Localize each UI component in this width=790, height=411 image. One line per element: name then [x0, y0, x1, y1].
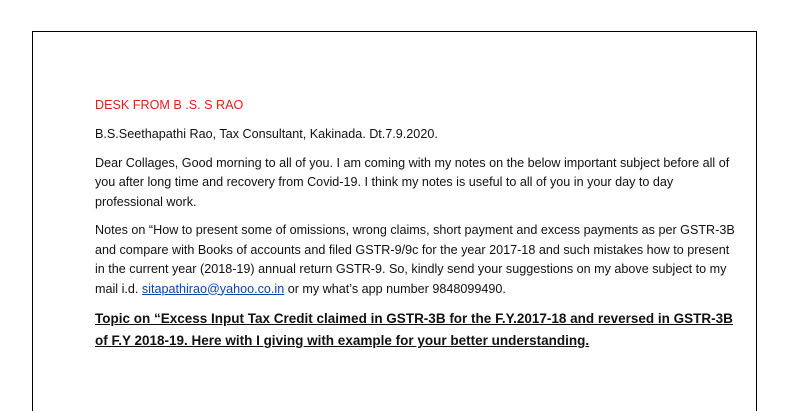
desk-heading: DESK FROM B .S. S RAO [95, 98, 244, 112]
topic-heading: Topic on “Excess Input Tax Credit claimed in GSTR-3B for the F.Y.2017-18 and reversed in GSTR-3B of F.Y 2018-19. Here with I giving with example for your better understanding. [95, 311, 733, 348]
document-page [32, 31, 757, 411]
document-body [95, 96, 735, 352]
greeting-paragraph: Dear Collages, Good morning to all of you. I am coming with my notes on the below important subject before all of you after long time and recovery from Covid-19. I think my notes is useful to all of you in your day to day professional work. [95, 155, 730, 209]
byline: B.S.Seethapathi Rao, Tax Consultant, Kakinada. Dt.7.9.2020. [95, 127, 438, 141]
notes-paragraph [95, 221, 735, 299]
email-link[interactable]: sitapathirao@yahoo.co.in [141, 281, 285, 296]
notes-text-after-email: or my what’s app number 9848099490. [284, 281, 506, 296]
notes-text-before-email: Notes on “How to present some of omissions, wrong claims, short payment and excess payments as per GSTR-3B and compare with Books of accounts and filed GSTR-9/9c for the year 2017-18 and such mistakes how to present in the current year (2018-19) annual return GSTR-9. So, kindly send your suggestions on my above subject to my mail i.d. [95, 223, 735, 296]
